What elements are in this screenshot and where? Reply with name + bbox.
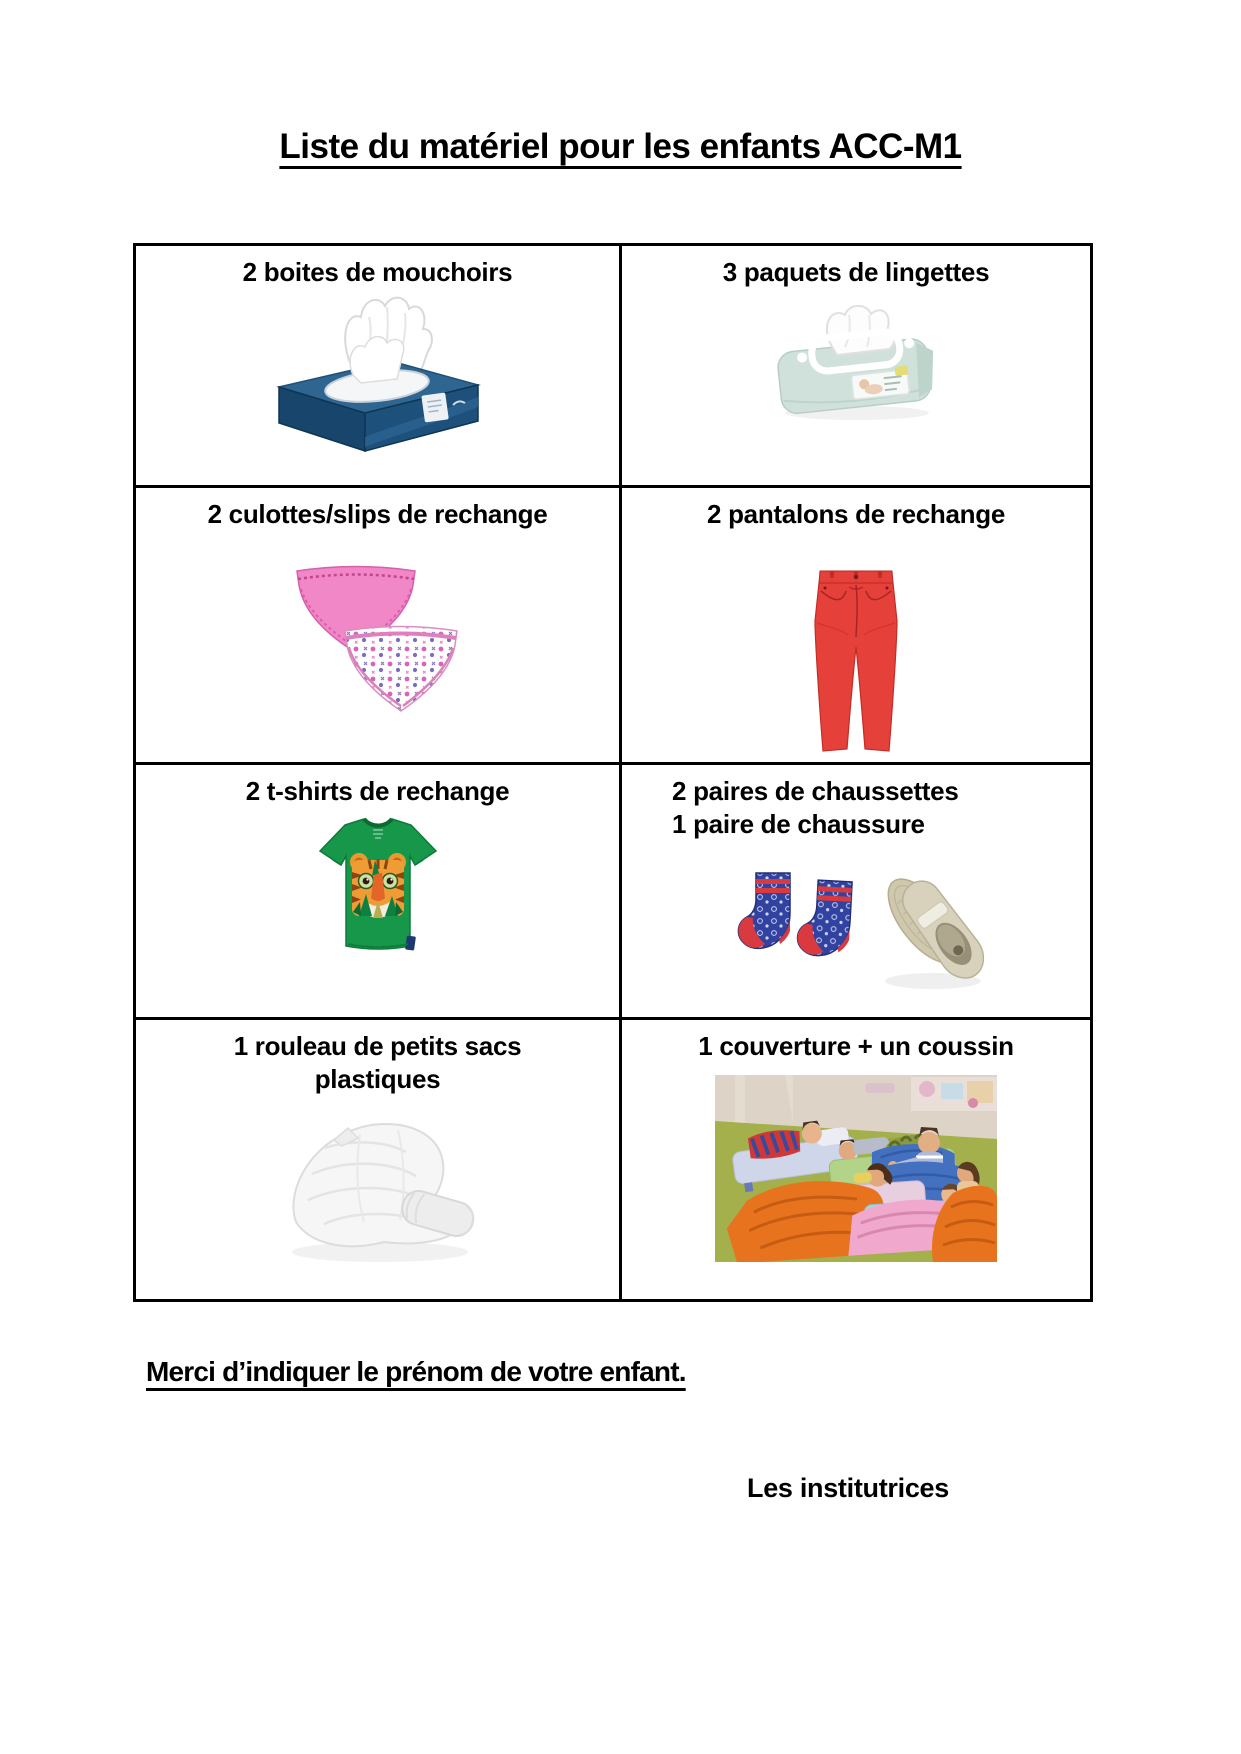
- green-tiger-tshirt-image: [303, 816, 453, 958]
- children-napping-photo: [715, 1075, 997, 1262]
- item-label: 2 boites de mouchoirs: [242, 257, 513, 287]
- item-label: 2 paires de chaussettes: [672, 776, 959, 806]
- cell-couverture-coussin: [622, 1020, 1090, 1299]
- item-label: 1 rouleau de petits sacs: [233, 1031, 522, 1061]
- item-label: 3 paquets de lingettes: [722, 257, 990, 287]
- cell-sacs-plastiques: [136, 1020, 622, 1299]
- materials-table: [133, 243, 1093, 1302]
- cell-chaussettes-chaussure: [622, 765, 1090, 1020]
- plastic-bag-roll-image: [264, 1104, 492, 1266]
- item-label: 2 pantalons de rechange: [707, 499, 1005, 529]
- item-label: 1 couverture + un coussin: [698, 1031, 1014, 1061]
- underwear-pair-image: [283, 555, 473, 727]
- cell-lingettes: [622, 246, 1090, 488]
- item-label: 2 culottes/slips de rechange: [207, 499, 548, 529]
- cell-tshirts: [136, 765, 622, 1020]
- signature: Les institutrices: [747, 1473, 949, 1503]
- footer-note: Merci d’indiquer le prénom de votre enfant.: [146, 1356, 686, 1387]
- item-label: 1 paire de chaussure: [672, 809, 925, 840]
- cell-pantalons: [622, 488, 1090, 765]
- cell-culottes: [136, 488, 622, 765]
- red-pants-image: [808, 563, 904, 755]
- item-label: plastiques: [314, 1064, 441, 1095]
- item-label: 2 t-shirts de rechange: [245, 776, 510, 806]
- wipes-pack-image: [767, 301, 945, 423]
- tissue-box-image: [265, 291, 490, 453]
- socks-and-shoe-image: [728, 869, 984, 995]
- page-title: Liste du matériel pour les enfants ACC-M1: [279, 127, 962, 166]
- cell-mouchoirs: [136, 246, 622, 488]
